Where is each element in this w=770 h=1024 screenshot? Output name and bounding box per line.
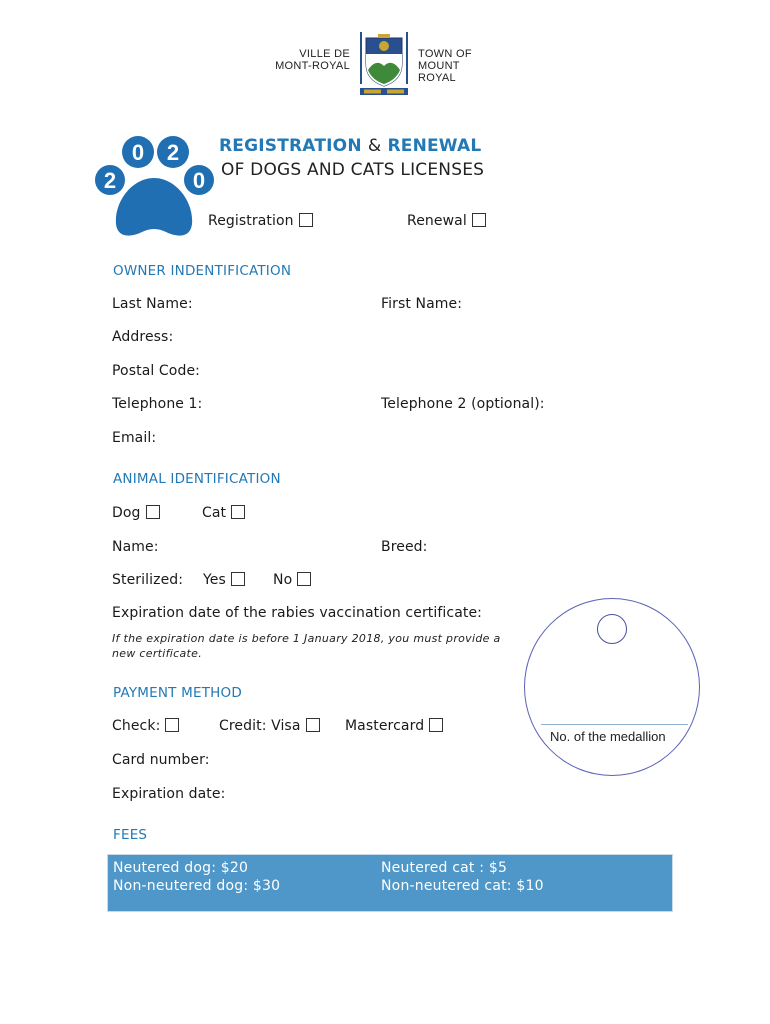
badge-digit-2: 0 bbox=[131, 140, 145, 165]
medallion-number-line[interactable] bbox=[541, 724, 688, 725]
sterilized-yes-checkbox[interactable] bbox=[231, 572, 245, 586]
form-title-line2: OF DOGS AND CATS LICENSES bbox=[221, 160, 485, 180]
visa-label: Credit: Visa bbox=[219, 718, 301, 734]
first-name-field[interactable]: First Name: bbox=[381, 296, 463, 312]
fee-non-neutered-cat: Non-neutered cat: $10 bbox=[381, 878, 544, 894]
fees-box bbox=[107, 854, 673, 912]
check-checkbox[interactable] bbox=[165, 718, 179, 732]
fees-section-heading: FEES bbox=[113, 827, 148, 843]
sterilized-label: Sterilized: bbox=[112, 572, 184, 588]
cat-option bbox=[202, 505, 245, 521]
visa-option bbox=[219, 718, 320, 734]
fee-non-neutered-dog: Non-neutered dog: $30 bbox=[113, 878, 281, 894]
telephone2-field[interactable]: Telephone 2 (optional): bbox=[381, 396, 545, 412]
renewal-checkbox[interactable] bbox=[472, 213, 486, 227]
cat-label: Cat bbox=[202, 505, 227, 521]
registration-checkbox[interactable] bbox=[299, 213, 313, 227]
paw-2020-icon bbox=[94, 132, 216, 244]
sterilized-yes-option bbox=[203, 572, 245, 588]
payment-section-heading: PAYMENT METHOD bbox=[113, 685, 242, 701]
form-title-line1 bbox=[219, 136, 481, 156]
medallion-hole-icon bbox=[597, 614, 627, 644]
telephone1-field[interactable]: Telephone 1: bbox=[112, 396, 203, 412]
logo-english-line1: TOWN OF bbox=[418, 48, 472, 60]
last-name-field[interactable]: Last Name: bbox=[112, 296, 193, 312]
visa-checkbox[interactable] bbox=[306, 718, 320, 732]
coat-of-arms-icon bbox=[356, 30, 412, 98]
check-option bbox=[112, 718, 179, 734]
title-ampersand: & bbox=[367, 136, 382, 156]
medallion-number-label: No. of the medallion bbox=[550, 729, 666, 744]
mastercard-option bbox=[345, 718, 443, 734]
badge-digit-3: 2 bbox=[166, 140, 180, 165]
logo-english-line2: MOUNT ROYAL bbox=[418, 60, 460, 84]
card-expiration-field[interactable]: Expiration date: bbox=[112, 786, 226, 802]
sterilized-no-checkbox[interactable] bbox=[297, 572, 311, 586]
rabies-note-line1: If the expiration date is before 1 January 2018, you must provide a bbox=[112, 632, 501, 645]
registration-option bbox=[208, 213, 313, 229]
sterilized-yes-label: Yes bbox=[203, 572, 226, 588]
mastercard-checkbox[interactable] bbox=[429, 718, 443, 732]
badge-digit-1: 2 bbox=[103, 168, 117, 193]
animal-name-field[interactable]: Name: bbox=[112, 539, 159, 555]
logo-french-line1: VILLE DE bbox=[299, 48, 350, 60]
renewal-label: Renewal bbox=[407, 213, 467, 229]
card-number-field[interactable]: Card number: bbox=[112, 752, 210, 768]
dog-option bbox=[112, 505, 160, 521]
logo-french-line2: MONT-ROYAL bbox=[275, 60, 350, 72]
rabies-note-line2: new certificate. bbox=[112, 647, 203, 660]
fee-neutered-cat: Neutered cat : $5 bbox=[381, 860, 508, 876]
dog-checkbox[interactable] bbox=[146, 505, 160, 519]
title-renewal: RENEWAL bbox=[387, 136, 482, 156]
postal-code-field[interactable]: Postal Code: bbox=[112, 363, 200, 379]
rabies-note bbox=[112, 631, 512, 661]
breed-field[interactable]: Breed: bbox=[381, 539, 428, 555]
sterilized-no-option bbox=[273, 572, 311, 588]
email-field[interactable]: Email: bbox=[112, 430, 157, 446]
fee-neutered-dog: Neutered dog: $20 bbox=[113, 860, 249, 876]
renewal-option bbox=[407, 213, 486, 229]
owner-section-heading: OWNER INDENTIFICATION bbox=[113, 263, 292, 279]
rabies-expiration-field[interactable]: Expiration date of the rabies vaccination certificate: bbox=[112, 605, 482, 621]
sterilized-no-label: No bbox=[273, 572, 293, 588]
badge-digit-4: 0 bbox=[192, 168, 206, 193]
dog-label: Dog bbox=[112, 505, 141, 521]
logo-text-english bbox=[418, 48, 500, 84]
mastercard-label: Mastercard bbox=[345, 718, 425, 734]
check-label: Check: bbox=[112, 718, 161, 734]
registration-label: Registration bbox=[208, 213, 294, 229]
title-registration: REGISTRATION bbox=[219, 136, 362, 156]
address-field[interactable]: Address: bbox=[112, 329, 174, 345]
animal-section-heading: ANIMAL IDENTIFICATION bbox=[113, 471, 281, 487]
cat-checkbox[interactable] bbox=[231, 505, 245, 519]
town-logo bbox=[272, 28, 500, 98]
logo-text-french bbox=[272, 48, 350, 72]
